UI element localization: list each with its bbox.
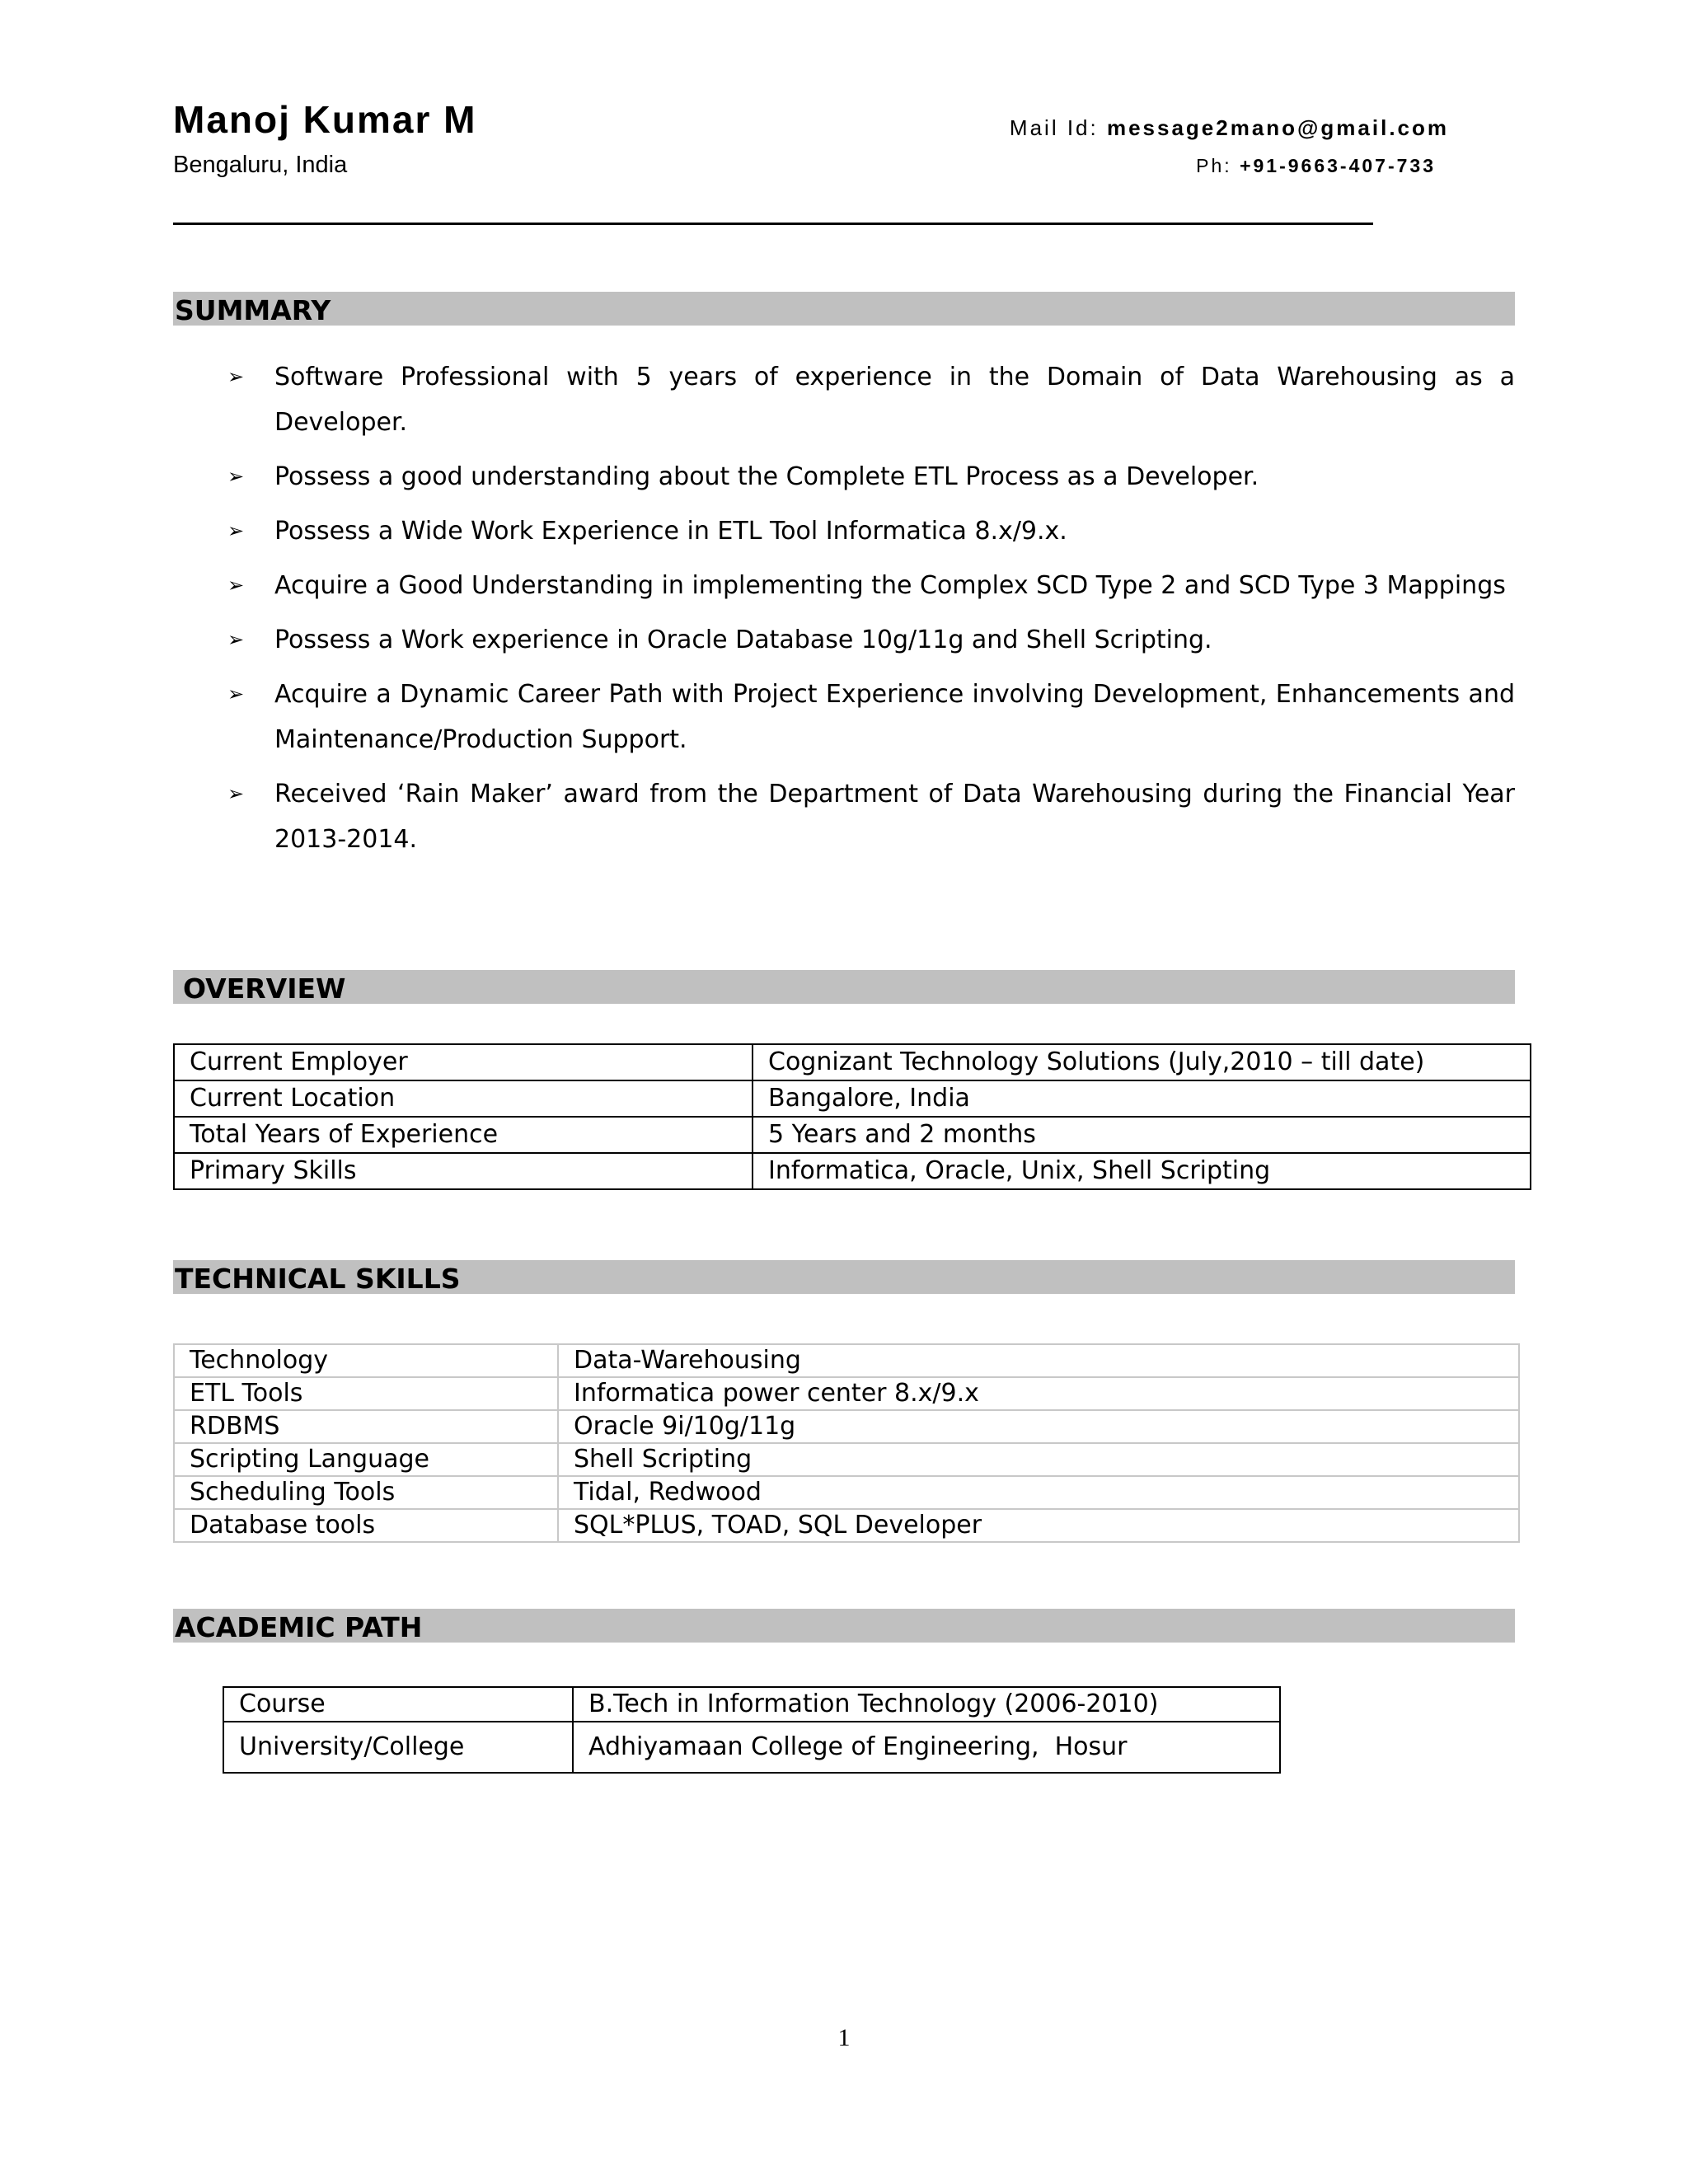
email-value: message2mano@gmail.com	[1106, 115, 1449, 140]
academic-table	[223, 1686, 1281, 1774]
summary-item	[173, 563, 1515, 608]
table-cell-value: Informatica, Oracle, Unix, Shell Scripting	[753, 1153, 1531, 1189]
table-cell-key: Primary Skills	[174, 1153, 753, 1189]
arrow-bullet-icon: ➢	[227, 574, 245, 597]
table-cell-value: Bangalore, India	[753, 1080, 1531, 1117]
header-divider	[173, 223, 1373, 225]
arrow-bullet-icon: ➢	[227, 628, 245, 651]
summary-item-text: Acquire a Dynamic Career Path with Project Experience involving Development, Enhancements and Maintenance/Production Support.	[274, 680, 1515, 754]
summary-item	[173, 617, 1515, 663]
summary-item-text: Received ‘Rain Maker’ award from the Department of Data Warehousing during the Financial Year 2013-2014.	[274, 780, 1515, 854]
arrow-bullet-icon: ➢	[227, 782, 245, 805]
table-cell-value: Shell Scripting	[558, 1443, 1519, 1476]
table-row	[223, 1722, 1280, 1773]
table-row	[174, 1153, 1531, 1189]
page-number: 1	[837, 2024, 851, 2051]
technical-skills-table	[173, 1343, 1520, 1543]
arrow-bullet-icon: ➢	[227, 682, 245, 705]
table-row	[174, 1344, 1519, 1377]
phone-line	[1196, 155, 1436, 177]
email-line	[1010, 115, 1449, 141]
phone-value: +91-9663-407-733	[1240, 155, 1436, 176]
table-cell-key: Current Employer	[174, 1044, 753, 1080]
table-cell-value: Informatica power center 8.x/9.x	[558, 1377, 1519, 1410]
phone-label: Ph:	[1196, 155, 1240, 176]
table-row	[174, 1509, 1519, 1542]
arrow-bullet-icon: ➢	[227, 465, 245, 488]
table-row	[174, 1410, 1519, 1443]
table-cell-value: B.Tech in Information Technology (2006-2010)	[573, 1687, 1280, 1722]
table-cell-value: Data-Warehousing	[558, 1344, 1519, 1377]
section-header-summary: SUMMARY	[173, 292, 1515, 326]
summary-item	[173, 509, 1515, 554]
table-row	[174, 1377, 1519, 1410]
table-row	[174, 1476, 1519, 1509]
table-row	[223, 1687, 1280, 1722]
table-cell-value: 5 Years and 2 months	[753, 1117, 1531, 1153]
arrow-bullet-icon: ➢	[227, 519, 245, 542]
section-header-academic-path: ACADEMIC PATH	[173, 1609, 1515, 1643]
table-cell-key: ETL Tools	[174, 1377, 558, 1410]
candidate-location: Bengaluru, India	[173, 152, 348, 178]
summary-item	[173, 454, 1515, 499]
section-header-overview: OVERVIEW	[173, 970, 1515, 1004]
section-header-technical-skills: TECHNICAL SKILLS	[173, 1260, 1515, 1294]
summary-item-text: Software Professional with 5 years of experience in the Domain of Data Warehousing as a Developer.	[274, 363, 1515, 437]
table-cell-value: Adhiyamaan College of Engineering, Hosur	[573, 1722, 1280, 1773]
table-cell-key: University/College	[223, 1722, 573, 1773]
summary-item-text: Possess a Wide Work Experience in ETL Tool Informatica 8.x/9.x.	[274, 517, 1067, 546]
table-row	[174, 1117, 1531, 1153]
summary-item-text: Possess a Work experience in Oracle Database 10g/11g and Shell Scripting.	[274, 626, 1212, 654]
table-cell-key: Scripting Language	[174, 1443, 558, 1476]
table-cell-value: SQL*PLUS, TOAD, SQL Developer	[558, 1509, 1519, 1542]
summary-list	[173, 354, 1515, 871]
table-cell-key: RDBMS	[174, 1410, 558, 1443]
table-cell-key: Current Location	[174, 1080, 753, 1117]
summary-item	[173, 672, 1515, 762]
summary-item-text: Acquire a Good Understanding in implementing the Complex SCD Type 2 and SCD Type 3 Mappings	[274, 571, 1506, 600]
table-cell-key: Course	[223, 1687, 573, 1722]
summary-item	[173, 771, 1515, 862]
table-cell-key: Database tools	[174, 1509, 558, 1542]
table-cell-key: Technology	[174, 1344, 558, 1377]
email-label: Mail Id:	[1009, 115, 1107, 140]
table-cell-value: Tidal, Redwood	[558, 1476, 1519, 1509]
table-cell-value: Cognizant Technology Solutions (July,2010 – till date)	[753, 1044, 1531, 1080]
summary-item-text: Possess a good understanding about the Complete ETL Process as a Developer.	[274, 462, 1259, 491]
summary-item	[173, 354, 1515, 445]
table-row	[174, 1044, 1531, 1080]
table-cell-value: Oracle 9i/10g/11g	[558, 1410, 1519, 1443]
table-row	[174, 1443, 1519, 1476]
table-cell-key: Total Years of Experience	[174, 1117, 753, 1153]
overview-table	[173, 1043, 1531, 1190]
arrow-bullet-icon: ➢	[227, 365, 245, 388]
candidate-name: Manoj Kumar M	[173, 98, 477, 141]
table-cell-key: Scheduling Tools	[174, 1476, 558, 1509]
table-row	[174, 1080, 1531, 1117]
